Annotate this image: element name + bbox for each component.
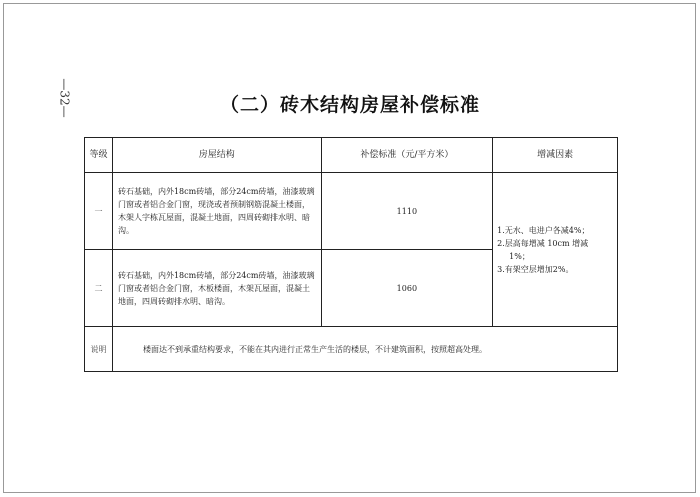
header-standard: 补偿标准（元/平方米） bbox=[321, 138, 493, 173]
level-cell: 一 bbox=[85, 173, 113, 250]
structure-cell: 砖石基础，内外18cm砖墙，部分24cm砖墙，油漆玻璃门窗或者铝合金门窗，木板楼面，木架瓦屋面，混凝土地面，四周砖砌排水明、暗沟。 bbox=[112, 250, 321, 327]
level-cell: 二 bbox=[85, 250, 113, 327]
adjust-item: 1.无水、电进户各减4%； bbox=[497, 225, 590, 235]
table-header-row bbox=[85, 138, 618, 173]
structure-cell: 砖石基础，内外18cm砖墙，部分24cm砖墙，油漆玻璃门窗或者铝合金门窗，现浇或者预制钢筋混凝土楼面，木架人字栋瓦屋面，混凝土地面，四周砖砌排水明、暗沟。 bbox=[112, 173, 321, 250]
adjust-item: 2.层高每增减 10cm 增减 bbox=[497, 238, 589, 248]
adjust-factors-cell bbox=[493, 173, 618, 327]
compensation-table bbox=[84, 137, 618, 372]
adjust-item-continued: 1%； bbox=[509, 251, 530, 261]
adjust-item: 3.有架空层增加2%。 bbox=[497, 264, 574, 274]
header-structure: 房屋结构 bbox=[112, 138, 321, 173]
note-row bbox=[85, 327, 618, 372]
header-adjust: 增减因素 bbox=[493, 138, 618, 173]
standard-cell: 1110 bbox=[321, 173, 493, 250]
standard-cell: 1060 bbox=[321, 250, 493, 327]
note-text: 楼面达不到承重结构要求，不能在其内进行正常生产生活的楼层，不计建筑面积，按照超高处理。 bbox=[112, 327, 617, 372]
header-level: 等级 bbox=[85, 138, 113, 173]
note-label: 说明 bbox=[85, 327, 113, 372]
table-row bbox=[85, 173, 618, 250]
page-number: —32— bbox=[58, 78, 72, 118]
page-title: （二）砖木结构房屋补偿标准 bbox=[219, 94, 480, 116]
